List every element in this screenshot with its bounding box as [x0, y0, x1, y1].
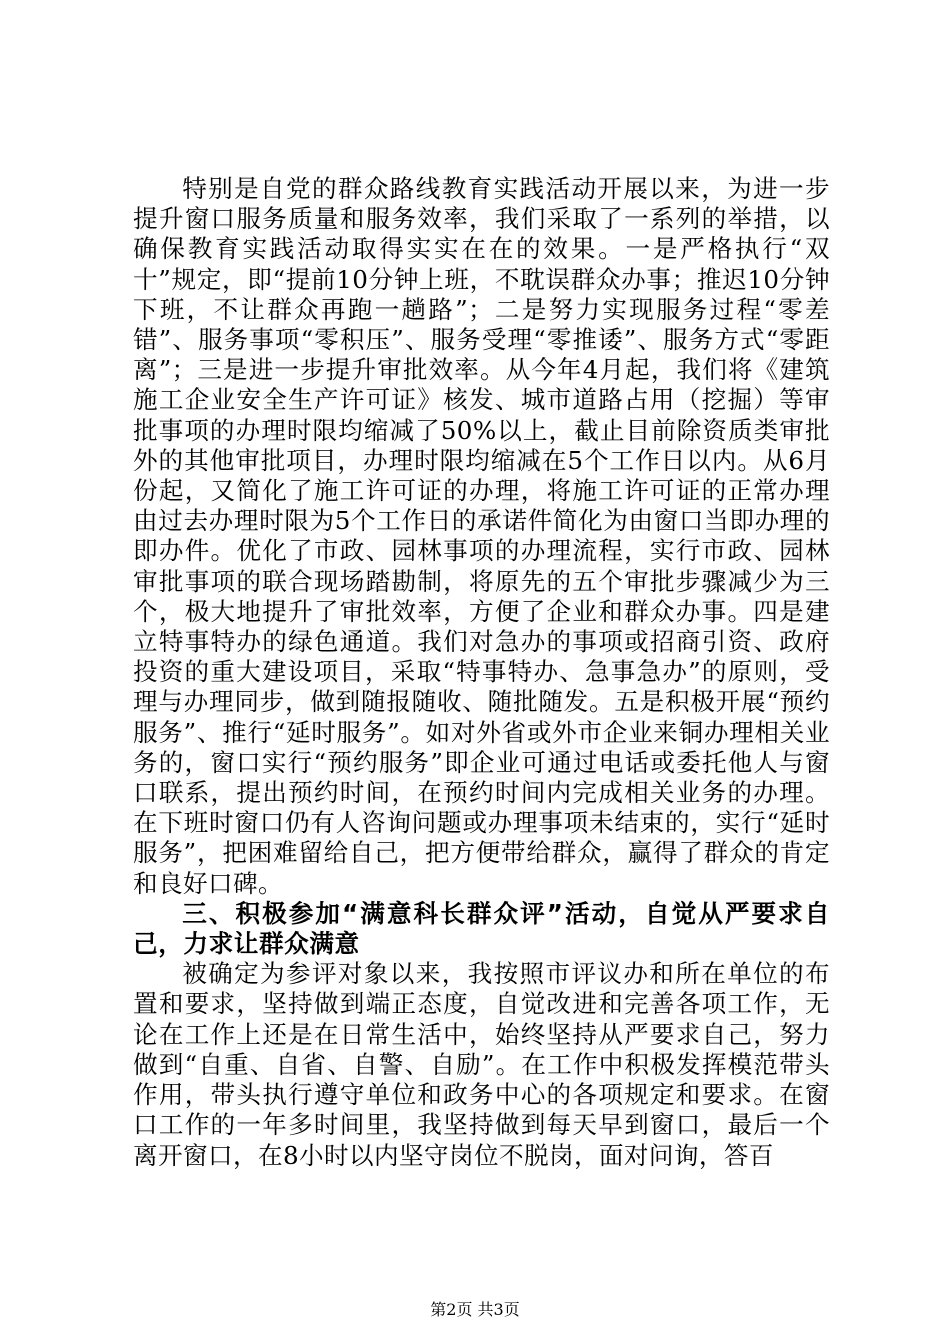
section-heading: 三、积极参加“满意科长群众评”活动，自觉从严要求自己，力求让群众满意: [133, 898, 830, 959]
body-paragraph: 被确定为参评对象以来，我按照市评议办和所在单位的布置和要求，坚持做到端正态度，自觉改进和完善各项工作，无论在工作上还是在日常生活中，始终坚持从严要求自己，努力做到“自重、自省、自警、自励”。在工作中积极发挥模范带头作用，带头执行遵守单位和政务中心的各项规定和要求。在窗口工作的一年多时间里，我坚持做到每天早到窗口，最后一个离开窗口，在8小时以内坚守岗位不脱岗，面对问询，答百: [133, 959, 830, 1170]
document-body: [133, 174, 830, 1171]
page-number-footer: 第2页 共3页: [430, 1300, 520, 1319]
body-paragraph: 特别是自党的群众路线教育实践活动开展以来，为进一步提升窗口服务质量和服务效率，我们采取了一系列的举措，以确保教育实践活动取得实实在在的效果。一是严格执行“双十”规定，即“提前10分钟上班，不耽误群众办事；推迟10分钟下班，不让群众再跑一趟路”；二是努力实现服务过程“零差错”、服务事项“零积压”、服务受理“零推诿”、服务方式“零距离”；三是进一步提升审批效率。从今年4月起，我们将《建筑施工企业安全生产许可证》核发、城市道路占用（挖掘）等审批事项的办理时限均缩减了50%以上，截止目前除资质类审批外的其他审批项目，办理时限均缩减在5个工作日以内。从6月份起，又简化了施工许可证的办理，将施工许可证的正常办理由过去办理时限为5个工作日的承诺件简化为由窗口当即办理的即办件。优化了市政、园林事项的办理流程，实行市政、园林审批事项的联合现场踏勘制，将原先的五个审批步骤减少为三个，极大地提升了审批效率，方便了企业和群众办事。四是建立特事特办的绿色通道。我们对急办的事项或招商引资、政府投资的重大建设项目，采取“特事特办、急事急办”的原则，受理与办理同步，做到随报随收、随批随发。五是积极开展“预约服务”、推行“延时服务”。如对外省或外市企业来铜办理相关业务的，窗口实行“预约服务”即企业可通过电话或委托他人与窗口联系，提出预约时间，在预约时间内完成相关业务的办理。在下班时窗口仍有人咨询问题或办理事项未结束的，实行“延时服务”，把困难留给自己，把方便带给群众，赢得了群众的肯定和良好口碑。: [133, 174, 830, 898]
